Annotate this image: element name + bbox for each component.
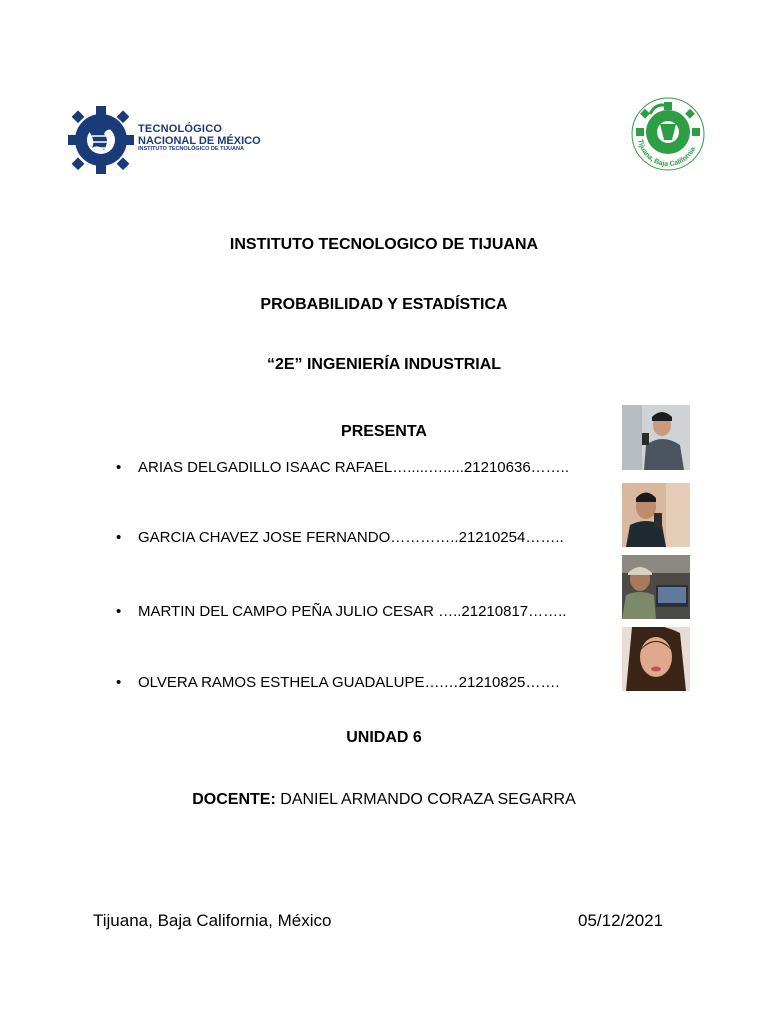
student-entry: OLVERA RAMOS ESTHELA GUADALUPE….…21210825……. [138, 674, 560, 691]
student-photo-3 [622, 555, 690, 619]
student-photo-4 [622, 627, 690, 691]
tecnm-line2: NACIONAL DE MÉXICO [138, 134, 261, 147]
itt-ring-text: Tijuana, Baja California [636, 138, 698, 169]
student-entry: GARCIA CHAVEZ JOSE FERNANDO…………..21210254…….. [138, 529, 564, 546]
student-entry: MARTIN DEL CAMPO PEÑA JULIO CESAR …..21210817…….. [138, 603, 567, 620]
tecnm-gear-eagle-icon [68, 100, 134, 180]
tecnm-line1: TECNOLÓGICO [138, 123, 223, 135]
tecnm-line3: INSTITUTO TECNOLÓGICO DE TIJUANA [138, 146, 244, 153]
bullet: • [116, 529, 122, 546]
student-list-item [116, 603, 566, 623]
tecnm-wordmark [138, 124, 261, 153]
teacher-label: DOCENTE: [192, 791, 276, 808]
student-entry: ARIAS DELGADILLO ISAAC RAFAEL….....….....21210636…….. [138, 459, 570, 476]
student-list-item [116, 674, 560, 694]
footer-place: Tijuana, Baja California, México [93, 911, 332, 930]
tecnm-logo [68, 100, 268, 180]
student-list-item [116, 529, 564, 549]
itt-seal-icon [620, 96, 716, 178]
student-photo-2 [622, 483, 690, 547]
student-list-item [116, 459, 569, 479]
subject-title: PROBABILIDAD Y ESTADÍSTICA [260, 296, 508, 313]
footer-date: 05/12/2021 [578, 911, 664, 930]
itt-seal-logo [620, 96, 716, 178]
institute-title: INSTITUTO TECNOLOGICO DE TIJUANA [229, 236, 539, 253]
teacher-line [0, 791, 768, 809]
bullet: • [116, 674, 122, 691]
presents-heading: PRESENTA [341, 423, 427, 440]
student-photo-1 [622, 405, 690, 470]
bullet: • [116, 603, 122, 620]
unit-title: UNIDAD 6 [346, 729, 422, 746]
group-title: “2E” INGENIERÍA INDUSTRIAL [266, 356, 502, 373]
teacher-name: DANIEL ARMANDO CORAZA SEGARRA [280, 791, 576, 808]
bullet: • [116, 459, 122, 476]
